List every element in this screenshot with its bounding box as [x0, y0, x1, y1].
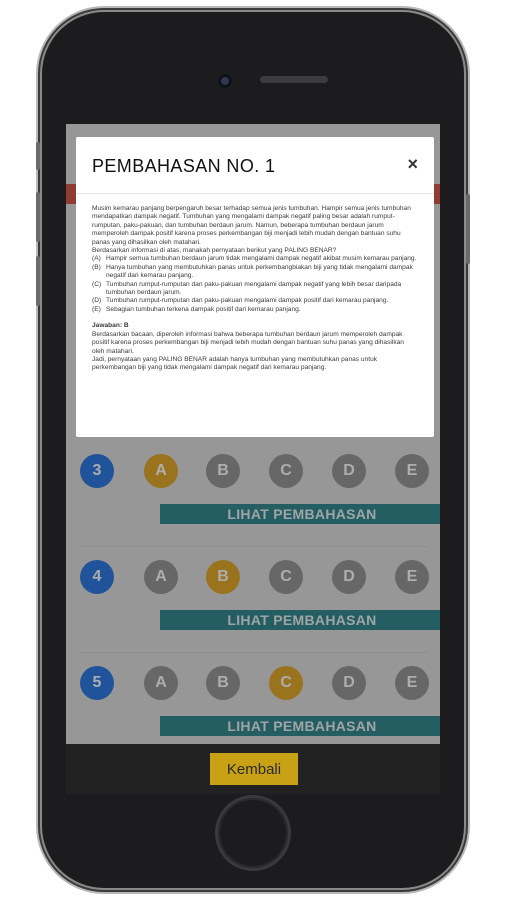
option-label: (E)	[92, 305, 101, 313]
option-e[interactable]: E	[395, 560, 429, 594]
option-text: Sebagian tumbuhan terkena dampak positif dari kemarau panjang.	[106, 305, 301, 313]
option-e[interactable]: E	[395, 666, 429, 700]
option-b[interactable]: B	[206, 454, 240, 488]
option-a[interactable]: A	[144, 560, 178, 594]
question-number: 4	[80, 560, 114, 594]
option-b[interactable]: B	[206, 666, 240, 700]
option-b[interactable]: B	[206, 560, 240, 594]
option-e[interactable]: E	[395, 454, 429, 488]
modal-title: PEMBAHASAN NO. 1	[92, 156, 276, 176]
spacer	[92, 314, 418, 322]
close-icon[interactable]: ×	[407, 154, 418, 174]
home-button[interactable]	[218, 798, 288, 868]
option-label: (A)	[92, 255, 101, 263]
answer-option	[92, 255, 418, 263]
question-text: Berdasarkan informasi di atas, manakah pernyataan berikut yang PALING BENAR?	[92, 247, 337, 255]
option-text: Hanya tumbuhan yang membutuhkan panas untuk perkembangbiakan biji yang tidak mengalami dampak negatif dari kemarau panjang.	[106, 263, 413, 280]
pembahasan-modal	[76, 137, 434, 437]
answer-option	[92, 264, 418, 281]
option-text: Hampir semua tumbuhan berdaun jarum tidak mengalami dampak negatif akibat musim kemarau panjang.	[106, 255, 417, 263]
phone-volume-down	[36, 256, 40, 306]
lihat-pembahasan-button[interactable]: LIHAT PEMBAHASAN	[160, 504, 440, 524]
answer-option	[92, 306, 418, 314]
lihat-pembahasan-button[interactable]: LIHAT PEMBAHASAN	[160, 610, 440, 630]
option-a[interactable]: A	[144, 454, 178, 488]
question-number: 3	[80, 454, 114, 488]
answer-option	[92, 297, 418, 305]
option-label: (B)	[92, 263, 101, 271]
option-text: Tumbuhan rumput-rumputan dan paku-pakuan mengalami dampak positif dari kemarau panjang.	[106, 297, 389, 305]
bottom-bar	[66, 744, 440, 794]
question-number: 5	[80, 666, 114, 700]
phone-power-button	[466, 194, 470, 264]
kembali-button[interactable]: Kembali	[210, 753, 298, 785]
app-screen	[66, 124, 440, 794]
phone-side-button	[36, 142, 40, 170]
phone-volume-up	[36, 192, 40, 242]
explanation-text: Berdasarkan bacaan, diperoleh informasi bahwa beberapa tumbuhan berdaun jarum memperoleh dampak positif karena proses perkembangan biji menjadi lebih mudah dengan bantuan suhu panas yang dihasilkan oleh matahari.	[92, 330, 404, 355]
option-label: (C)	[92, 280, 102, 288]
phone-frame	[42, 12, 464, 888]
option-c[interactable]: C	[269, 560, 303, 594]
front-camera	[218, 74, 232, 88]
option-d[interactable]: D	[332, 560, 366, 594]
option-a[interactable]: A	[144, 666, 178, 700]
option-d[interactable]: D	[332, 454, 366, 488]
option-d[interactable]: D	[332, 666, 366, 700]
option-c[interactable]: C	[269, 454, 303, 488]
lihat-pembahasan-button[interactable]: LIHAT PEMBAHASAN	[160, 716, 440, 736]
modal-header	[76, 137, 434, 194]
passage-text: Musim kemarau panjang berpengaruh besar terhadap semua jenis tumbuhan. Hampir semua jenis tumbuhan mendapatkan dampak negatif. Tumbuhan yang mengalami dampak negatif paling besar adalah rumput-rumputan, paku-pakuan, dan tumbuhan berdaun jarum. Namun, beberapa tumbuhan berdaun jarum memperoleh dampak positif karena proses perkembangan biji menjadi lebih mudah dengan bantuan suhu panas yang dihasilkan oleh matahari.	[92, 205, 411, 246]
option-label: (D)	[92, 297, 102, 305]
earpiece-speaker	[260, 76, 328, 83]
option-text: Tumbuhan rumput-rumputan dan paku-pakuan mengalami dampak negatif yang lebih besar daripada tumbuhan berdaun jarum.	[106, 280, 402, 297]
option-c[interactable]: C	[269, 666, 303, 700]
answer-heading: Jawaban: B	[92, 322, 129, 330]
modal-body	[92, 205, 418, 373]
conclusion-text: Jadi, pernyataan yang PALING BENAR adalah hanya tumbuhan yang membutuhkan panas untuk perkembangan biji yang tidak mengalami dampak negatif dari kemarau panjang.	[92, 355, 378, 372]
answer-option	[92, 281, 418, 298]
